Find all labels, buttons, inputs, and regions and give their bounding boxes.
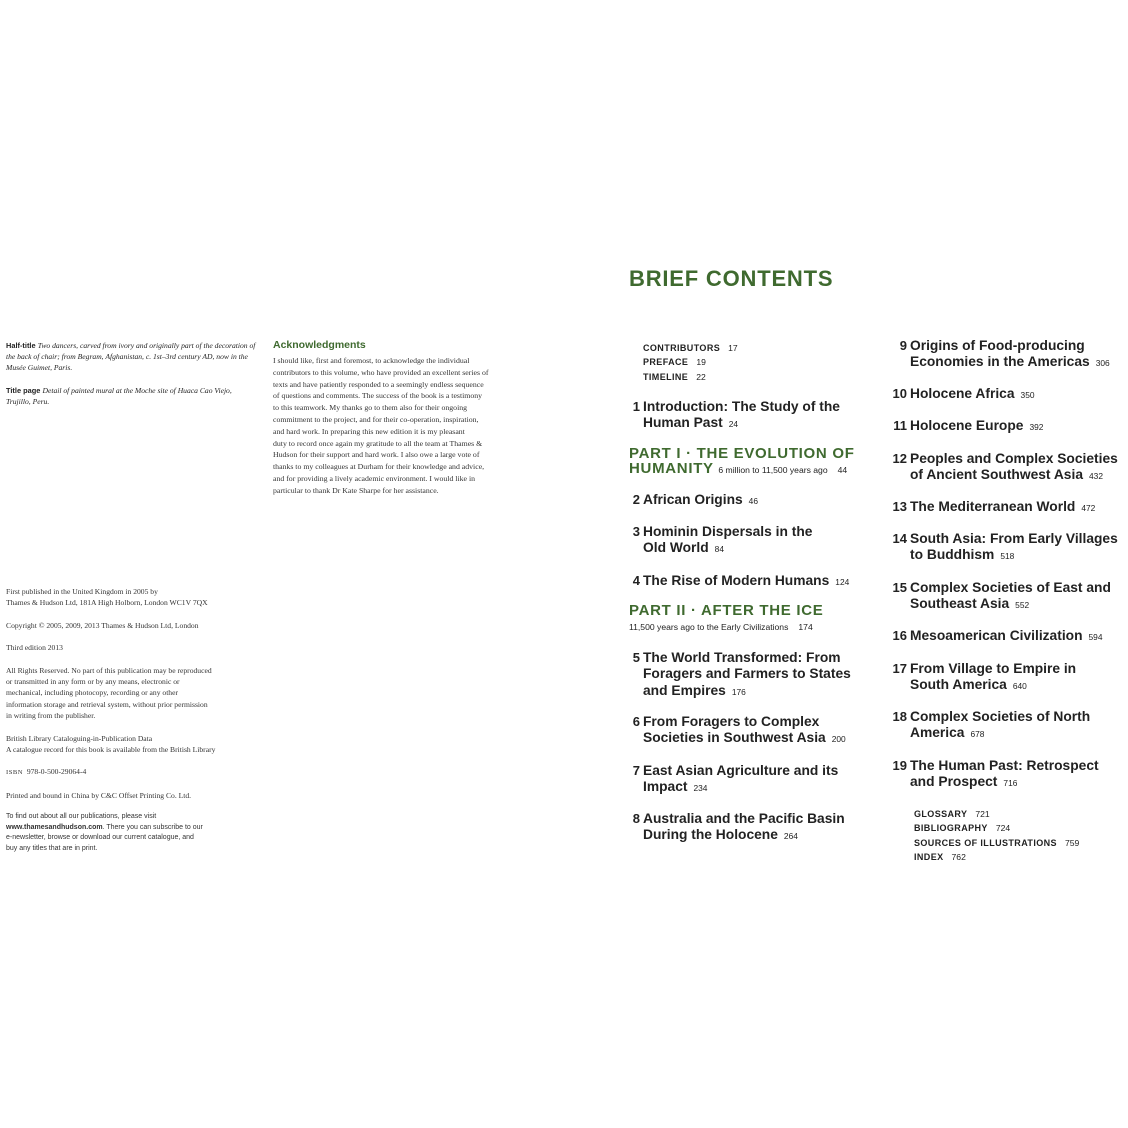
chapter-title-line <box>910 467 1118 484</box>
acknowledgments-line: and for providing a lively academic environment. I would like in <box>273 473 476 483</box>
chapter-title-text: and Prospect <box>910 774 998 790</box>
chapter-entry[interactable] <box>624 811 845 845</box>
part-heading-1[interactable] <box>629 446 855 478</box>
printed-line: Printed and bound in China by C&C Offset Printing Co. Ltd. <box>6 790 192 800</box>
back-matter-label: INDEX <box>914 852 944 863</box>
chapter-title <box>910 531 1118 565</box>
chapter-title-text: Foragers and Farmers to States <box>643 666 851 682</box>
page-number: 552 <box>1015 600 1030 611</box>
caption-label: Half-title <box>6 341 36 350</box>
page-number: 721 <box>975 809 990 819</box>
cip-line: British Library Cataloguing-in-Publication Data <box>6 733 153 743</box>
page-number: 44 <box>837 465 848 475</box>
chapter-title-line <box>910 758 1099 774</box>
chapter-title-line <box>910 628 1103 645</box>
front-matter-item[interactable] <box>643 355 738 369</box>
chapter-entry[interactable] <box>889 709 1090 743</box>
chapter-title-line <box>643 811 845 827</box>
chapter-title <box>910 499 1095 516</box>
page-number: 759 <box>1064 837 1080 848</box>
chapter-title-line <box>643 415 840 432</box>
acknowledgments-body <box>273 355 525 497</box>
cip-line: A catalogue record for this book is available from the British Library <box>6 745 216 755</box>
part-title-line <box>629 461 855 478</box>
chapter-title-line <box>643 399 840 415</box>
page-number: 17 <box>728 343 738 353</box>
chapter-title-line <box>910 499 1095 516</box>
page-number: 640 <box>1012 681 1027 692</box>
chapter-title-line <box>910 596 1111 613</box>
chapter-number: 17 <box>892 661 907 676</box>
page-number: 518 <box>1000 551 1015 562</box>
chapter-title-text: America <box>910 725 965 741</box>
chapter-entry[interactable] <box>889 628 1103 645</box>
picture-captions <box>6 340 256 419</box>
chapter-title-line <box>910 725 1090 742</box>
back-matter-item[interactable] <box>914 836 1079 850</box>
chapter-title-text: The Mediterranean World <box>910 499 1076 514</box>
front-matter-label: TIMELINE <box>643 371 689 382</box>
isbn-label: ISBN <box>6 769 24 777</box>
acknowledgments-heading: Acknowledgments <box>273 339 366 351</box>
page-number: 594 <box>1088 632 1103 642</box>
chapter-title-text: The Rise of Modern Humans <box>643 573 830 588</box>
first-published-line: First published in the United Kingdom in 2005 by <box>6 587 158 596</box>
chapter-title-line <box>910 580 1111 596</box>
chapter-title-text: Complex Societies of North <box>910 709 1091 724</box>
isbn-number: 978-0-500-29064-4 <box>26 767 87 777</box>
rights-line: or transmitted in any form or by any means, electronic or <box>6 677 180 687</box>
first-published <box>6 586 256 609</box>
chapter-entry[interactable] <box>889 758 1099 792</box>
chapter-entry[interactable] <box>624 399 840 433</box>
chapter-title-line <box>643 683 851 700</box>
chapter-title <box>910 338 1110 372</box>
page-number: 724 <box>995 823 1011 834</box>
page-number: 306 <box>1095 358 1110 369</box>
back-matter-item[interactable] <box>914 821 1079 835</box>
publications-note-line: . There you can subscribe to our <box>102 823 203 831</box>
part-heading-2[interactable] <box>629 603 823 618</box>
rights-line: mechanical, including photocopy, recording or any other <box>6 688 178 698</box>
acknowledgments-section <box>273 339 525 497</box>
acknowledgments-line: particular to thank Dr Kate Sharpe for her assistance. <box>273 485 439 495</box>
chapter-title-text: During the Holocene <box>643 827 778 843</box>
chapter-number: 19 <box>892 758 907 773</box>
chapter-title-text: Holocene Africa <box>910 386 1015 401</box>
chapter-entry[interactable] <box>889 531 1118 565</box>
chapter-title-line <box>643 714 846 730</box>
chapter-number: 9 <box>899 338 907 353</box>
chapter-title-line <box>643 730 846 747</box>
chapter-title-text: Old World <box>643 540 709 556</box>
chapter-title-line <box>910 386 1035 403</box>
chapter-title-text: The World Transformed: From <box>643 650 841 665</box>
caption-text: Two dancers, carved from ivory and originally part of the decoration of the back of chair; from Begram, Afghanistan, c. 1st–3rd century AD, now in the Musée Guimet, Paris. <box>6 341 256 372</box>
part-title-line: PART I · THE EVOLUTION OF <box>629 445 855 462</box>
chapter-title <box>910 386 1035 403</box>
publications-note <box>6 812 256 854</box>
front-matter-label: CONTRIBUTORS <box>643 343 721 353</box>
front-matter-item[interactable] <box>643 370 738 384</box>
chapter-entry[interactable] <box>624 763 838 797</box>
acknowledgments-line: texts and have patiently responded to a seemingly endless sequence <box>273 379 484 389</box>
page-number: 124 <box>835 577 850 587</box>
part-title-word: HUMANITY <box>629 460 714 477</box>
rights-line: All Rights Reserved. No part of this publication may be reproduced <box>6 665 212 675</box>
chapter-title <box>643 492 758 509</box>
caption-label: Title page <box>6 386 41 395</box>
page-number: 264 <box>783 831 798 842</box>
copyright-line: Copyright © 2005, 2009, 2013 Thames & Hudson Ltd, London <box>6 620 199 630</box>
publications-note-line: buy any titles that are in print. <box>6 845 98 853</box>
chapter-title-text: East Asian Agriculture and its <box>643 763 839 778</box>
chapter-title <box>643 714 846 748</box>
rights-line: in writing from the publisher. <box>6 711 96 721</box>
back-matter-item[interactable] <box>914 850 1079 864</box>
chapter-title-text: South Asia: From Early Villages <box>910 531 1118 546</box>
rights-statement <box>6 665 256 722</box>
chapter-title-line <box>910 709 1090 725</box>
chapter-title <box>643 650 851 700</box>
chapter-entry[interactable] <box>624 714 846 748</box>
back-matter-item[interactable] <box>914 807 1079 821</box>
chapter-title-line <box>910 338 1110 354</box>
chapter-title-line <box>643 779 838 796</box>
chapter-number: 7 <box>632 763 640 778</box>
chapter-number: 10 <box>892 386 907 401</box>
chapter-entry[interactable] <box>624 492 758 509</box>
publications-note-line: e-newsletter, browse or download our current catalogue, and <box>6 834 194 842</box>
chapter-title-text: Mesoamerican Civilization <box>910 628 1083 643</box>
page-number: 46 <box>748 496 758 506</box>
cip-data <box>6 733 256 756</box>
page-number: 234 <box>693 783 708 794</box>
page-number: 392 <box>1029 422 1044 432</box>
back-matter-label: GLOSSARY <box>914 809 968 819</box>
page-number: 350 <box>1020 390 1035 400</box>
chapter-number: 12 <box>892 451 907 466</box>
chapter-title-text: Human Past <box>643 415 723 431</box>
back-matter-label: SOURCES OF ILLUSTRATIONS <box>914 837 1057 848</box>
chapter-number: 8 <box>632 811 640 826</box>
page-number: 84 <box>714 544 724 555</box>
acknowledgments-line: of questions and comments. The success of the book is a testimony <box>273 391 483 401</box>
chapter-entry[interactable] <box>889 386 1035 403</box>
chapter-title-text: African Origins <box>643 492 743 507</box>
chapter-entry[interactable] <box>624 650 851 700</box>
chapter-title-text: to Buddhism <box>910 547 995 563</box>
chapter-title-text: Hominin Dispersals in the <box>643 524 813 539</box>
chapter-title-line <box>643 573 849 590</box>
chapter-title <box>910 758 1099 792</box>
rights-line: information storage and retrieval system, without prior permission <box>6 699 208 709</box>
chapter-title-text: Complex Societies of East and <box>910 580 1111 595</box>
part-subtitle-2 <box>629 622 813 632</box>
acknowledgments-line: duty to record once again my gratitude to all the team at Thames & <box>273 438 483 448</box>
page-number: 24 <box>728 419 739 430</box>
isbn-line <box>6 766 256 778</box>
acknowledgments-line: commitment to the project, and for their co-operation, inspiration, <box>273 414 479 424</box>
caption-text: Detail of painted mural at the Moche site of Huaca Cao Viejo, Trujillo, Peru. <box>6 386 232 406</box>
chapter-title <box>910 418 1043 435</box>
acknowledgments-line: and hard work. In preparing this new edition it is my pleasant <box>273 426 465 436</box>
chapter-entry[interactable] <box>624 524 812 558</box>
chapter-title <box>910 628 1103 645</box>
page-number: 762 <box>951 852 966 863</box>
chapter-title-text: Holocene Europe <box>910 418 1024 433</box>
chapter-title-text: South America <box>910 677 1007 693</box>
edition-line: Third edition 2013 <box>6 643 63 653</box>
chapter-title-text: Introduction: The Study of the <box>643 399 840 414</box>
front-matter-list <box>643 341 738 384</box>
chapter-title-line <box>643 650 851 666</box>
page-number: 176 <box>731 686 746 697</box>
chapter-number: 14 <box>892 531 907 546</box>
chapter-title-line <box>910 418 1043 435</box>
chapter-title-line <box>643 540 812 557</box>
chapter-title-text: Australia and the Pacific Basin <box>643 811 845 826</box>
chapter-title-line <box>910 774 1099 791</box>
chapter-entry[interactable] <box>889 418 1043 435</box>
caption-title-page <box>6 385 256 407</box>
first-published-line: Thames & Hudson Ltd, 181A High Holborn, London WC1V 7QX <box>6 598 208 608</box>
chapter-number: 15 <box>892 580 907 595</box>
front-matter-item[interactable] <box>643 341 738 355</box>
acknowledgments-line: Hudson for their support and hard work. I also owe a large vote of <box>273 450 480 460</box>
page-number: 472 <box>1081 503 1096 513</box>
chapter-title-text: Impact <box>643 779 688 795</box>
chapter-title-line <box>643 524 812 540</box>
chapter-title <box>643 524 812 558</box>
chapter-entry[interactable] <box>889 451 1118 485</box>
website-link[interactable]: www.thamesandhudson.com <box>6 823 103 831</box>
chapter-title <box>643 811 845 845</box>
chapter-title-line <box>643 492 758 509</box>
acknowledgments-line: contributors to this volume, who have provided an excellent series of <box>273 367 489 377</box>
chapter-title-line <box>910 531 1118 547</box>
page-number: 19 <box>696 357 706 368</box>
chapter-title-line <box>643 827 845 844</box>
chapter-number: 2 <box>632 492 640 507</box>
chapter-title-text: Origins of Food-producing <box>910 338 1085 353</box>
chapter-title-text: Southeast Asia <box>910 596 1010 612</box>
page-number: 200 <box>831 734 846 745</box>
chapter-title <box>643 763 838 797</box>
part-title-line: PART II · AFTER THE ICE <box>629 602 824 619</box>
front-matter-label: PREFACE <box>643 357 689 368</box>
acknowledgments-line: to this teamwork. My thanks go to them also for their ongoing <box>273 403 468 413</box>
page-number: 22 <box>696 371 706 382</box>
chapter-title <box>910 709 1090 743</box>
chapter-number: 13 <box>892 499 907 514</box>
chapter-entry[interactable] <box>893 338 1110 372</box>
chapter-title-text: and Empires <box>643 682 726 698</box>
contents-title: BRIEF CONTENTS <box>629 266 834 291</box>
part-time-span: 6 million to 11,500 years ago <box>718 465 828 475</box>
chapter-number: 3 <box>632 524 640 539</box>
chapter-number: 1 <box>632 399 640 414</box>
chapter-title <box>910 451 1118 485</box>
chapter-title-line <box>910 451 1118 467</box>
chapter-title <box>643 573 849 590</box>
chapter-title <box>910 580 1111 614</box>
chapter-number: 4 <box>632 573 640 588</box>
chapter-title-text: From Village to Empire in <box>910 661 1077 676</box>
chapter-title <box>643 399 840 433</box>
chapter-title-text: Peoples and Complex Societies <box>910 451 1118 466</box>
chapter-entry[interactable] <box>624 573 849 590</box>
chapter-title-text: The Human Past: Retrospect <box>910 758 1099 773</box>
caption-half-title <box>6 340 256 373</box>
chapter-title-line <box>910 547 1118 564</box>
chapter-title-line <box>910 354 1110 371</box>
acknowledgments-line: I should like, first and foremost, to acknowledge the individual <box>273 356 470 365</box>
chapter-title <box>910 661 1076 695</box>
part-time-span: 11,500 years ago to the Early Civilizations <box>629 622 789 632</box>
page-number: 678 <box>970 729 985 740</box>
chapter-entry[interactable] <box>889 499 1095 516</box>
chapter-entry[interactable] <box>889 661 1076 695</box>
chapter-title-line <box>643 763 838 779</box>
chapter-title-text: Societies in Southwest Asia <box>643 730 826 746</box>
back-matter-list <box>914 807 1079 865</box>
chapter-title-line <box>643 666 851 682</box>
chapter-title-text: From Foragers to Complex <box>643 714 820 729</box>
chapter-number: 6 <box>632 714 640 729</box>
publications-note-line: To find out about all our publications, please visit <box>6 813 157 821</box>
chapter-number: 5 <box>632 650 640 665</box>
chapter-title-line <box>910 677 1076 694</box>
back-matter-label: BIBLIOGRAPHY <box>914 823 988 834</box>
chapter-title-line <box>910 661 1076 677</box>
page-number: 716 <box>1003 778 1018 789</box>
acknowledgments-line: thanks to my colleagues at Durham for their knowledge and advice, <box>273 462 485 472</box>
chapter-title-text: Economies in the Americas <box>910 354 1090 370</box>
chapter-number: 16 <box>892 628 907 643</box>
imprint-section <box>6 586 256 866</box>
chapter-number: 18 <box>892 709 907 724</box>
page-number: 174 <box>798 622 813 632</box>
page-number: 432 <box>1089 471 1103 482</box>
chapter-entry[interactable] <box>889 580 1111 614</box>
chapter-title-text: of Ancient Southwest Asia <box>910 467 1083 483</box>
chapter-number: 11 <box>893 418 907 433</box>
